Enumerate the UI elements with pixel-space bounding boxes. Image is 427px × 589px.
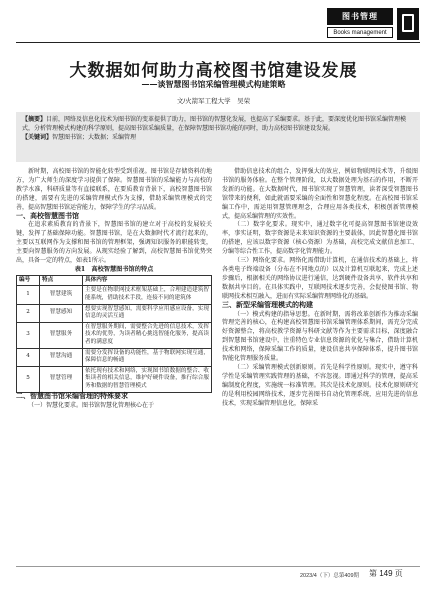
table-header-cell: 特点 bbox=[40, 275, 83, 286]
table-header-row bbox=[17, 275, 212, 286]
table-row bbox=[17, 286, 212, 304]
section-3-heading: 三、新型采编管理模式的构建 bbox=[222, 301, 313, 309]
abstract-label: 【摘要】 bbox=[22, 116, 47, 123]
cube-logo-icon bbox=[397, 8, 419, 40]
section-1-heading: 一、高校智慧图书馆 bbox=[16, 212, 79, 220]
table-cell-id: 4 bbox=[17, 348, 40, 366]
section-2-heading: 二、智慧图书馆采编管理的特殊要求 bbox=[16, 392, 128, 400]
table-caption: 表1 高校智慧图书馆的特点 bbox=[74, 265, 154, 273]
right-paragraph-4: （一）模式构建的指导思想。在新时期，需将改革创新作为推动采编管理完善的核心，在构建高校智慧图书馆采编管理体系期间，需充分完成好资源整合，将高校教学资源与科研文献等作为主要需求目标，深度融合到智慧图书馆建设中，注重特色专业信息资源的优化与集合，借助计算机技术和网络，保障采编工作的质量，建设信息共享保障体系，提升图书馆智能化管理服务质量。 bbox=[222, 310, 418, 363]
right-paragraph-5: （二）采编管理模式创新原则。首先是科学性原则。现实中，遵守科学性是采编管理实践管理的基础，不容忽视。即通过科学的管理，提高采编制度化程度，实施统一标准管理。其次是技术化原则。技术化原则研究的是利用校园网络技术，逐步完善图书自动化管理系统，应用先进的信息技术，实现采编管理信息化，保障采 bbox=[222, 363, 418, 407]
table-cell-feature: 智慧服务 bbox=[40, 322, 83, 348]
table-row bbox=[17, 366, 212, 392]
article-title: 大数据如何助力高校图书馆建设发展 bbox=[69, 61, 358, 81]
table-cell-content: 需要分发挥设备的功能性，基于物联网实现互通，保障信息的畅通 bbox=[83, 348, 212, 366]
left-column bbox=[16, 168, 212, 410]
table-cell-id: 2 bbox=[17, 304, 40, 322]
table-cell-content: 在智慧服务期间，需要整合先进的信息技术，发挥技术的优势，为读者精心挑选智能化服务，提高读者的满意度 bbox=[83, 322, 212, 348]
table-cell-id: 3 bbox=[17, 322, 40, 348]
table-cell-feature: 智慧沟通 bbox=[40, 348, 83, 366]
column-subtitle-box bbox=[327, 27, 393, 38]
table-cell-feature: 智慧管理 bbox=[40, 366, 83, 392]
abstract-box bbox=[16, 112, 420, 162]
table-cell-content: 主要是在物联网技术框架基础上，合理建造建筑智能系统，借助技术手段，连接不同的建筑体 bbox=[83, 286, 212, 304]
keywords-text: 智慧图书馆；大数据；采编管理 bbox=[52, 133, 137, 141]
footer-rule bbox=[16, 566, 420, 567]
right-paragraph-1: 借助信息技术的组合，发挥强大的效应，例如物联网技术等，升级图书馆的服务体验。在整个管理阶段，以大数据处理为基石的作用，不断开发新的功能。在大数据时代，图书馆实现了智慧管理，读者深受智慧图书馆带来的便利，如此就需要采编的全面性和智慧化程度。在高校图书馆采编工作中，需运用智慧管理理念，合理应用各类技术，积极创新管理模式，提高采编管理的实效性。 bbox=[222, 168, 418, 220]
keywords-label: 【关键词】 bbox=[22, 133, 53, 141]
table-cell-content: 想要实现智慧感知，需要科学应用感应设备，实现信息的灵活互通 bbox=[83, 304, 212, 322]
table-cell-feature: 智慧建筑 bbox=[40, 286, 83, 304]
section-2-paragraph: （一）智慧化要求。图书馆智慧化管理核心在于 bbox=[28, 401, 155, 409]
abstract-text: 目前，网络及信息化技术为图书馆的变革提供了助力，图书馆的智慧化发展，也提高了采编要求。基于此，要深度优化图书馆采编管理模式，分析管理模式构建的科学原则，提高图书馆采编质量，在保障智慧图书馆功能的同时，助力高校图书馆建设发展。 bbox=[22, 116, 407, 132]
section-1-paragraph: 在追求素质教育的背景下，智慧图书馆的建立对于高校的发展较关键，发挥了基础保障功能。智慧图书馆，是在大数据时代才流行起来的，主要以互联网作为支撑和图书馆的管理框架，强调知识服务的职能转变，主要向智慧服务的方向发展。从现实经验了解到，高校智慧图书馆优势突出，具备一定的特点，如表1所示。 bbox=[16, 221, 212, 265]
journal-issue: 2023/4（下）总第409期 bbox=[300, 573, 359, 579]
table-header-cell: 编号 bbox=[17, 275, 40, 286]
page-number: 第 149 页 bbox=[369, 569, 403, 578]
features-table bbox=[16, 275, 212, 393]
right-paragraph-3: （三）网络化要求。网络化需借助计算机，在通信技术的基础上，将各类电子终端设备（分布在不同地点的）以及计算机互联起来，完成上述步骤后，根据相关的网络协议进行通信，达到硬件设备共享、软件共享和数据共享目的。在具体实践中，互联网技术逐步完善，会促使图书馆、物联网技术相互融入，进而有实际采编管理网络化的基础。 bbox=[222, 257, 418, 300]
table-row bbox=[17, 304, 212, 322]
article-author: 文/火箭军工程大学 吴荣 bbox=[176, 98, 251, 105]
column-subtitle: Books management bbox=[333, 29, 387, 36]
table-cell-feature: 智慧感知 bbox=[40, 304, 83, 322]
table-cell-content: 依托现有技术和网络，实现图书馆数据的整合、收集读者的相关信息，维护好硬件设备，推行综合服务和数据的智慧管理模式 bbox=[83, 366, 212, 392]
table-header-cell: 具体内容 bbox=[83, 275, 212, 286]
table-row bbox=[17, 322, 212, 348]
column-badge bbox=[327, 8, 393, 25]
article-subtitle: ——谈智慧图书馆采编管理模式构建策略 bbox=[141, 79, 286, 89]
intro-paragraph: 新时期，高校图书馆的智能化转型受到重视。图书馆是存储资料的地方，为广大师生的深度学习提供了保障。智慧图书馆的采编能力与高校的教学水准，科研质量等有直接联系，在要质教育背景下，高校智慧图书馆的搭建，需要有先进的采编管理模式作为支撑，借助采编管理模式的完善，提高智慧图书馆运营能力，保障学生的学习品质。 bbox=[16, 168, 212, 211]
right-paragraph-2: （二）数字化要求。现实中，通过数字化可提高智慧图书馆建设效率，事实证明，数字资源是未来知识资源的主要载体，因此智慧化图书馆的搭建，应该以数字资源（核心资源）为基础，高校完成文献信息加工、分编等综合性工作，提高数字化管理能力。 bbox=[222, 221, 418, 256]
header-rule bbox=[16, 42, 420, 43]
right-column bbox=[222, 168, 418, 408]
table-row bbox=[17, 348, 212, 366]
table-cell-id: 1 bbox=[17, 286, 40, 304]
table-cell-id: 5 bbox=[17, 366, 40, 392]
column-title: 图书管理 bbox=[342, 11, 378, 21]
